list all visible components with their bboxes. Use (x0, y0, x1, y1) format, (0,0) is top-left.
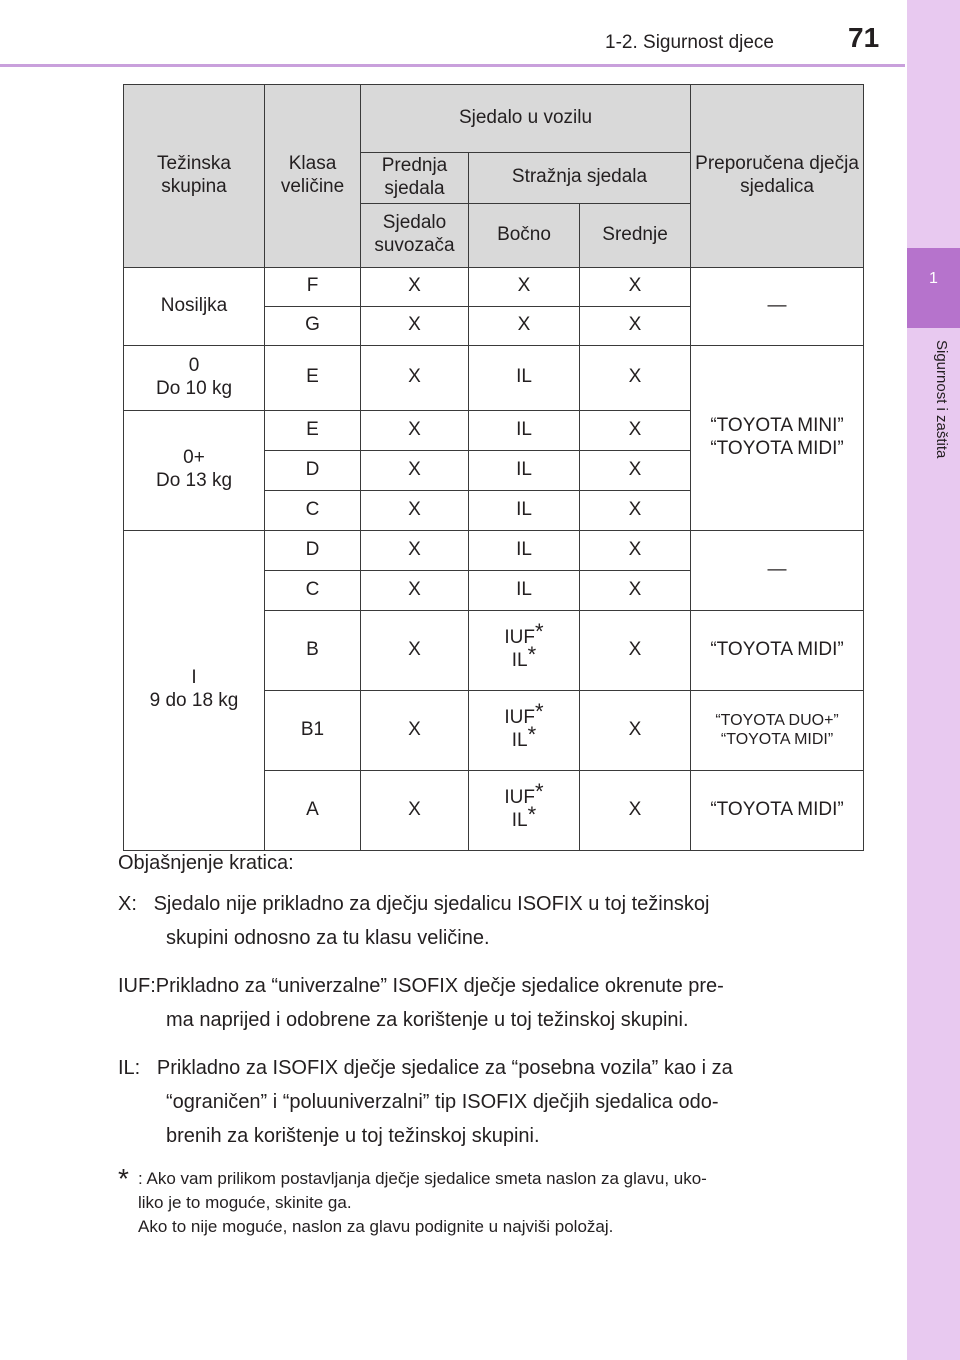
group-carrycot: Nosiljka (124, 267, 265, 345)
legend-key-iuf: IUF: (118, 975, 156, 997)
outer-cell: IL (469, 410, 580, 450)
outer-cell: IL (469, 345, 580, 410)
outer-cell: IL (469, 570, 580, 610)
front-cell: X (361, 410, 469, 450)
chapter-title: Sigurnost i zaštita (933, 340, 950, 459)
front-cell: X (361, 450, 469, 490)
legend-key-il: IL: (118, 1057, 141, 1079)
group-0-plus (124, 410, 265, 530)
header-seat-in-vehicle: Sjedalo u vozilu (361, 85, 691, 153)
footnote-star: * (535, 619, 544, 645)
outer-cell (469, 690, 580, 770)
center-cell: X (580, 410, 691, 450)
outer-iuf: IUF (504, 787, 536, 809)
center-cell: X (580, 690, 691, 770)
size-class-cell: C (265, 490, 361, 530)
size-class-cell: F (265, 267, 361, 306)
group-I-weight: 9 do 18 kg (149, 690, 239, 712)
outer-cell: IL (469, 530, 580, 570)
recommended-midi: “TOYOTA MIDI” (720, 731, 834, 749)
footnote-star: * (535, 779, 544, 805)
legend-desc-iuf-1: Prikladno za “univerzalne” ISOFIX dječje sjedalice okrenute pre- (155, 975, 724, 997)
size-class-cell: E (265, 410, 361, 450)
front-cell: X (361, 690, 469, 770)
center-cell: X (580, 770, 691, 850)
footnote-star: * (527, 802, 537, 828)
legend-desc-il-1: Prikladno za ISOFIX dječje sjedalice za “posebna vozila” kao i za (156, 1057, 733, 1079)
size-class-cell: D (265, 530, 361, 570)
legend-entry-il (118, 1051, 856, 1153)
size-class-cell: B (265, 610, 361, 690)
front-cell: X (361, 306, 469, 345)
size-class-cell: B1 (265, 690, 361, 770)
header-center: Srednje (580, 203, 691, 267)
center-cell: X (580, 570, 691, 610)
recommended-cell (691, 690, 864, 770)
legend-desc-iuf-2: ma naprijed i odobrene za korištenje u toj težinskoj skupini. (166, 1009, 689, 1031)
footnote-line-1: : Ako vam prilikom postavljanja dječje sjedalice smeta naslon za glavu, uko- (138, 1169, 707, 1188)
legend-desc-x-2: skupini odnosno za tu klasu veličine. (166, 927, 490, 949)
group-I (124, 530, 265, 850)
outer-cell: X (469, 267, 580, 306)
front-cell: X (361, 530, 469, 570)
side-strip (907, 0, 960, 1360)
legend-key-x: X: (118, 893, 137, 915)
front-cell: X (361, 570, 469, 610)
center-cell: X (580, 530, 691, 570)
footnote-star: * (527, 642, 537, 668)
recommended-cell: — (691, 267, 864, 345)
center-cell: X (580, 490, 691, 530)
recommended-duo: “TOYOTA DUO+” (715, 711, 839, 729)
header-recommended: Preporučena dječja sjedalica (691, 85, 864, 268)
page-number: 71 (848, 22, 880, 53)
footnote-line-2: liko je to moguće, skinite ga. (138, 1193, 352, 1212)
abbreviation-legend (118, 852, 856, 1239)
size-class-cell: D (265, 450, 361, 490)
recommended-mini: “TOYOTA MINI” (710, 414, 844, 436)
size-class-cell: C (265, 570, 361, 610)
recommended-cell: “TOYOTA MIDI” (691, 610, 864, 690)
header-size-class: Klasa veličine (265, 85, 361, 268)
section-title: 1-2. Sigurnost djece (605, 32, 774, 53)
front-cell: X (361, 770, 469, 850)
group-I-label: I (191, 667, 197, 689)
footnote-star: * (535, 699, 544, 725)
header-divider (0, 64, 905, 67)
header-weight-group: Težinska skupina (124, 85, 265, 268)
header-front-seats: Prednja sjedala (361, 153, 469, 204)
size-class-cell: G (265, 306, 361, 345)
outer-cell (469, 770, 580, 850)
group-0 (124, 345, 265, 410)
outer-il: IL (511, 810, 528, 832)
isofix-table (123, 84, 864, 851)
center-cell: X (580, 610, 691, 690)
outer-iuf: IUF (504, 627, 536, 649)
group-0-weight: Do 10 kg (155, 377, 233, 399)
outer-cell: X (469, 306, 580, 345)
front-cell: X (361, 610, 469, 690)
center-cell: X (580, 450, 691, 490)
outer-cell: IL (469, 450, 580, 490)
legend-title: Objašnjenje kratica: (118, 852, 294, 874)
recommended-midi: “TOYOTA MIDI” (710, 437, 844, 459)
table-row (124, 530, 864, 570)
legend-desc-x-1: Sjedalo nije prikladno za dječju sjedalicu ISOFIX u toj težinskoj (153, 893, 710, 915)
front-cell: X (361, 490, 469, 530)
center-cell: X (580, 306, 691, 345)
chapter-tab (907, 248, 960, 328)
center-cell: X (580, 267, 691, 306)
header-rear-seats: Stražnja sjedala (469, 153, 691, 204)
header-outer: Bočno (469, 203, 580, 267)
group-0-label: 0 (188, 354, 200, 376)
size-class-cell: A (265, 770, 361, 850)
footnote-star: * (527, 722, 537, 748)
legend-desc-il-2: “ograničen” i “poluuniverzalni” tip ISOFIX dječjih sjedalica odo- (166, 1091, 719, 1113)
legend-desc-il-3: brenih za korištenje u toj težinskoj skupini. (166, 1125, 540, 1147)
footnote-mark: * (118, 1163, 129, 1194)
size-class-cell: E (265, 345, 361, 410)
group-0-plus-weight: Do 13 kg (155, 470, 233, 492)
outer-il: IL (511, 730, 528, 752)
recommended-cell (691, 345, 864, 530)
legend-entry-iuf (118, 969, 856, 1037)
recommended-cell: “TOYOTA MIDI” (691, 770, 864, 850)
chapter-number: 1 (929, 270, 938, 287)
center-cell: X (580, 345, 691, 410)
outer-il: IL (511, 650, 528, 672)
footnote (118, 1163, 856, 1239)
table-row (124, 345, 864, 410)
outer-cell: IL (469, 490, 580, 530)
front-cell: X (361, 345, 469, 410)
front-cell: X (361, 267, 469, 306)
outer-cell (469, 610, 580, 690)
footnote-line-3: Ako to nije moguće, naslon za glavu podignite u najviši položaj. (138, 1217, 614, 1236)
outer-iuf: IUF (504, 707, 536, 729)
table-row (124, 267, 864, 306)
legend-entry-x (118, 887, 856, 955)
header-passenger-seat: Sjedalo suvozača (361, 203, 469, 267)
recommended-cell: — (691, 530, 864, 610)
group-0-plus-label: 0+ (183, 447, 205, 469)
